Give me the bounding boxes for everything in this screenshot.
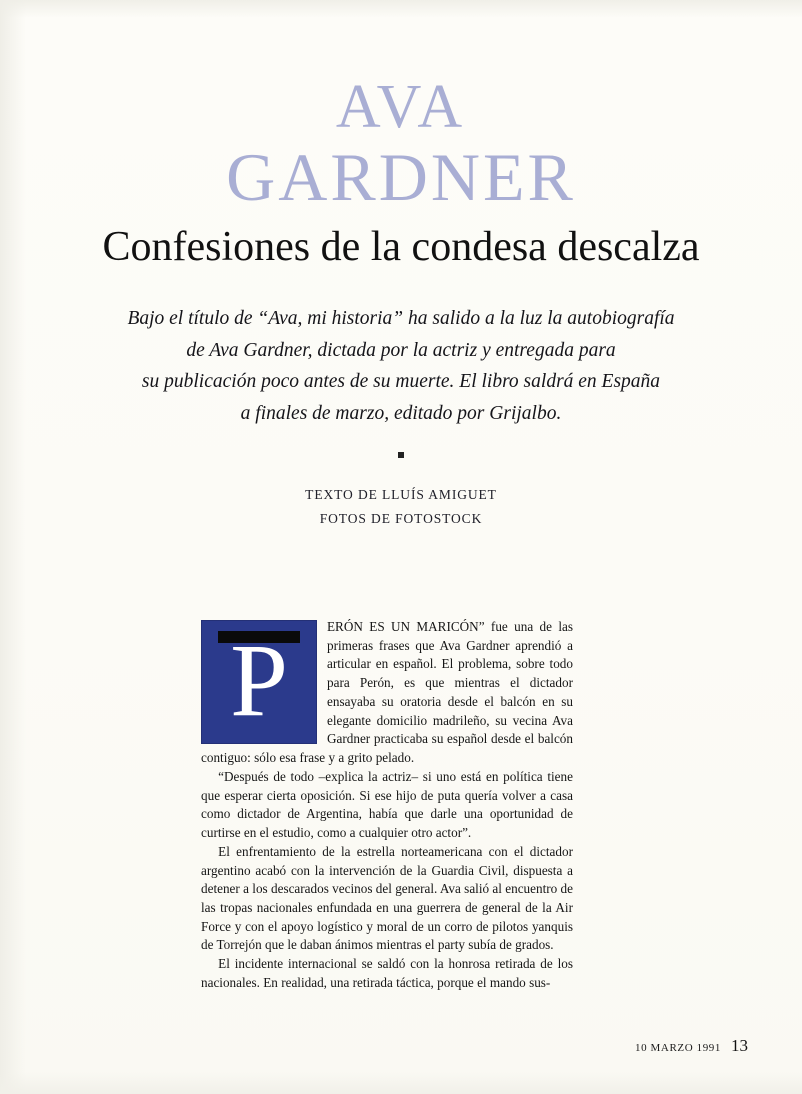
credit-text-author: TEXTO DE LLUÍS AMIGUET [305, 487, 497, 503]
masthead [0, 0, 802, 215]
square-separator [0, 445, 802, 463]
article-paragraph: ERÓN ES UN MARICÓN” fue una de las primeras frases que Ava Gardner aprendió a articular en español. El problema, sobre todo para Perón, es que mientras el dictador ensayaba su oratoria desde el balcón en su elegante domicilio madrileño, su vecina Ava Gardner practicaba su español desde el balcón contiguo: sólo esa frase y a grito pelado. [201, 619, 573, 766]
standfirst-line: Bajo el título de “Ava, mi historia” ha salido a la luz la autobiografía [127, 307, 675, 329]
page-title: Confesiones de la condesa descalza [102, 223, 700, 270]
standfirst [81, 303, 721, 429]
masthead-line-1: AVA [335, 73, 467, 141]
masthead-line-2: GARDNER [226, 138, 576, 215]
article-paragraph: El enfrentamiento de la estrella norteamericana con el dictador argentino acabó con la intervención de la Guardia Civil, dispuesta a detener a los descarados vecinos del general. Ava salió al encuentro de las tropas nacionales enfundada en una guerrera de general de la Air Force y con el apoyo logístico y moral de un corro de pilotos yanquis de Torrejón que le daban ánimos mientras el party subía de grados. [201, 843, 573, 953]
standfirst-line: de Ava Gardner, dictada por la actriz y entregada para [186, 339, 616, 361]
page-edge-bottom [0, 1072, 802, 1094]
article-body [201, 618, 573, 993]
page-footer [635, 1036, 748, 1056]
credit-photo-source: FOTOS DE FOTOSTOCK [319, 510, 483, 526]
drop-cap [201, 620, 317, 744]
article-paragraph: El incidente internacional se saldó con la honrosa retirada de los nacionales. En realidad, una retirada táctica, porque el mando sus- [201, 956, 573, 990]
issue-date: 10 MARZO 1991 [634, 1042, 721, 1054]
drop-cap-letter: P [230, 623, 288, 738]
byline-credits [0, 483, 802, 530]
article-paragraph: “Después de todo –explica la actriz– si uno está en política tiene que esperar cierta oposición. Si ese hijo de puta quería volver a casa como dictador de Argentina, había que darle una oportunidad de curtirse en el estudio, como a cualquier otro actor”. [201, 768, 573, 841]
standfirst-line: a finales de marzo, editado por Grijalbo. [240, 402, 562, 424]
page-number: 13 [731, 1036, 748, 1055]
standfirst-line: su publicación poco antes de su muerte. El libro saldrá en España [141, 371, 661, 393]
